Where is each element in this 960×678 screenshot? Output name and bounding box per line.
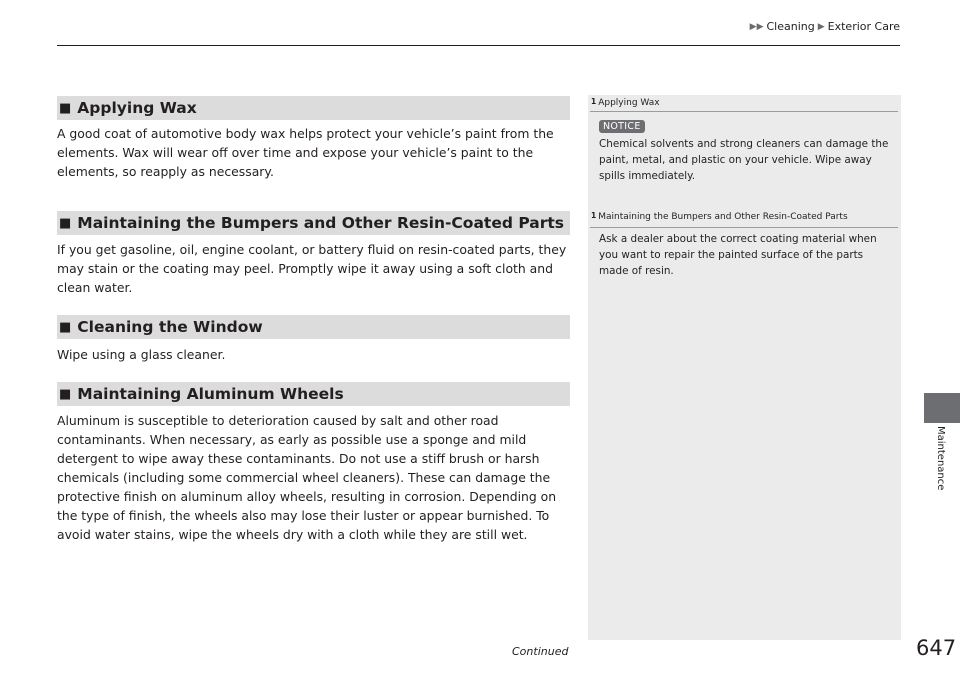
page-number: 647 bbox=[916, 636, 957, 660]
section-body-applying-wax: A good coat of automotive body wax helps protect your vehicle’s paint from the elements. Wax will wear off over time and expose your vehicle’s paint to the elements, so reapply as necessary. bbox=[57, 126, 554, 179]
section-body-window: Wipe using a glass cleaner. bbox=[57, 347, 226, 362]
section-heading-applying-wax bbox=[57, 96, 570, 120]
square-bullet-icon: ■ bbox=[59, 100, 72, 116]
arrow-icon: ▶ bbox=[817, 21, 825, 32]
square-bullet-icon: ■ bbox=[59, 386, 72, 402]
arrow-icon: ▶▶ bbox=[749, 21, 764, 32]
note-title-text: Applying Wax bbox=[598, 98, 660, 108]
section-heading-window bbox=[57, 315, 570, 339]
note-number: 1 bbox=[591, 211, 597, 220]
chapter-tab-marker[interactable] bbox=[924, 393, 960, 423]
section-heading-text: Maintaining Aluminum Wheels bbox=[77, 385, 344, 403]
section-heading-text: Cleaning the Window bbox=[77, 318, 263, 336]
section-body-aluminum-wheels: Aluminum is susceptible to deterioration caused by salt and other road contaminants. When necessary, as early as possible use a sponge and mild detergent to wipe away these contaminants. Do not use a stiff brush or harsh chemicals (including some commercial wheel cleaners). These can damage the protective finish on aluminum alloy wheels, resulting in corrosion. Depending on the type of finish, the wheels also may lose their luster or appear burnished. To avoid water stains, wipe the wheels dry with a cloth while they are still wet. bbox=[57, 413, 557, 542]
note-divider bbox=[590, 111, 898, 112]
note-text-bumpers: Ask a dealer about the correct coating material when you want to repair the painted surface of the parts made of resin. bbox=[599, 233, 877, 277]
breadcrumb bbox=[750, 20, 900, 33]
section-body-bumpers: If you get gasoline, oil, engine coolant, or battery fluid on resin-coated parts, they may stain or the coating may peel. Promptly wipe it away using a soft cloth and clean water. bbox=[57, 242, 567, 295]
breadcrumb-item-exterior-care[interactable]: Exterior Care bbox=[827, 20, 900, 33]
section-heading-text: Applying Wax bbox=[77, 99, 197, 117]
section-heading-aluminum-wheels bbox=[57, 382, 570, 406]
chapter-tab-label[interactable]: Maintenance bbox=[935, 426, 946, 491]
note-text-applying-wax: Chemical solvents and strong cleaners can damage the paint, metal, and plastic on your vehicle. Wipe away spills immediately. bbox=[599, 138, 889, 182]
section-heading-text: Maintaining the Bumpers and Other Resin-Coated Parts bbox=[77, 214, 565, 232]
note-divider bbox=[590, 227, 898, 228]
square-bullet-icon: ■ bbox=[59, 215, 72, 231]
header-divider bbox=[57, 45, 900, 46]
square-bullet-icon: ■ bbox=[59, 319, 72, 335]
note-title-applying-wax[interactable] bbox=[591, 98, 660, 108]
note-number: 1 bbox=[591, 97, 597, 106]
note-title-bumpers[interactable] bbox=[591, 212, 848, 222]
breadcrumb-item-cleaning[interactable]: Cleaning bbox=[766, 20, 815, 33]
continued-label: Continued bbox=[512, 645, 569, 658]
section-heading-bumpers bbox=[57, 211, 570, 235]
note-title-text: Maintaining the Bumpers and Other Resin-Coated Parts bbox=[598, 212, 848, 222]
notice-badge: NOTICE bbox=[599, 120, 645, 133]
